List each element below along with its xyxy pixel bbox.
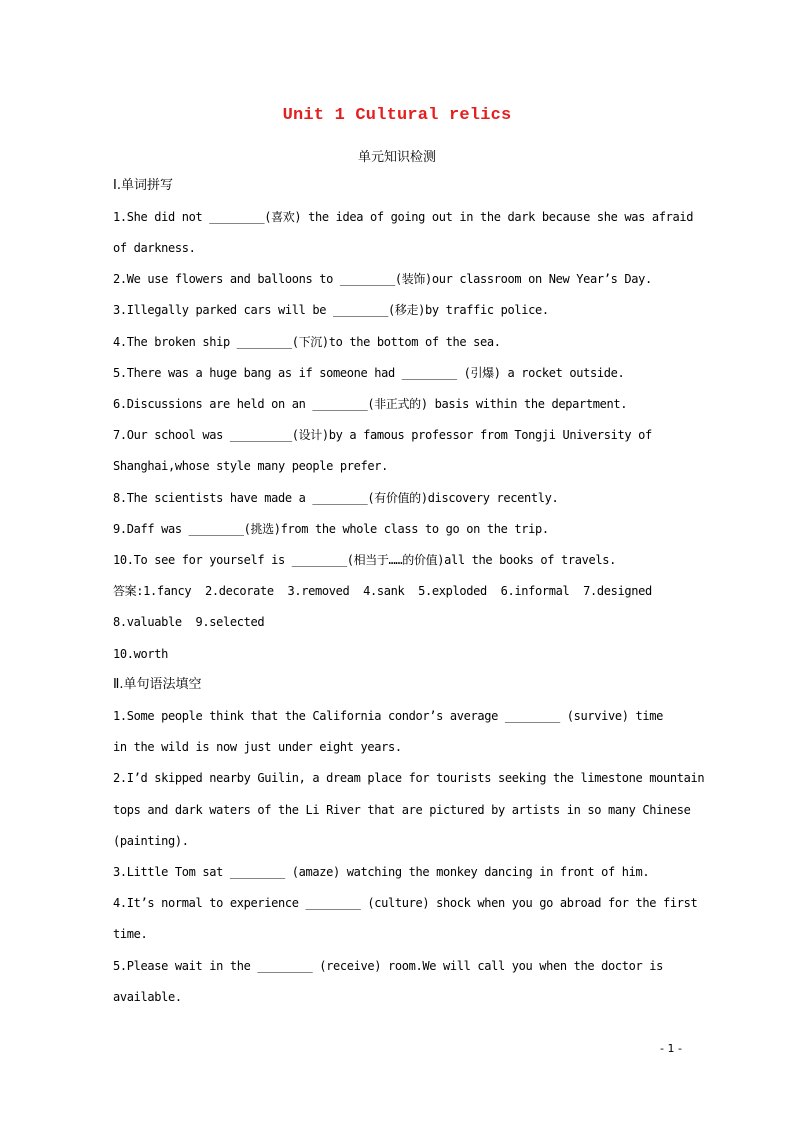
question-line: 2.We use flowers and balloons to ________(装饰)our classroom on New Year’s Day. — [113, 272, 652, 286]
question-line: 7.Our school was _________(设计)by a famous professor from Tongji University of — [113, 428, 652, 442]
question-line: 6.Discussions are held on an ________(非正式的) basis within the department. — [113, 397, 628, 411]
question-line: Shanghai,whose style many people prefer. — [113, 459, 388, 473]
question-line: 4.It’s normal to experience ________ (culture) shock when you go abroad for the first — [113, 896, 698, 910]
document-title: Unit 1 Cultural relics — [282, 106, 512, 125]
section-1-heading: Ⅰ.单词拼写 — [113, 178, 173, 193]
question-line: 1.Some people think that the California condor’s average ________ (survive) time — [113, 709, 663, 723]
answer-line: 8.valuable 9.selected — [113, 615, 265, 629]
question-line: 1.She did not ________(喜欢) the idea of going out in the dark because she was afraid — [113, 210, 694, 224]
question-line: 3.Little Tom sat ________ (amaze) watching the monkey dancing in front of him. — [113, 865, 650, 879]
question-line: time. — [113, 927, 148, 941]
question-line: (painting). — [113, 834, 189, 848]
question-line: 2.I’d skipped nearby Guilin, a dream place for tourists seeking the limestone mountain — [113, 771, 705, 785]
question-line: available. — [113, 990, 182, 1004]
question-line: 4.The broken ship ________(下沉)to the bottom of the sea. — [113, 335, 501, 349]
question-line: 8.The scientists have made a ________(有价值的)discovery recently. — [113, 491, 559, 505]
question-line: of darkness. — [113, 241, 196, 255]
question-line: 5.There was a huge bang as if someone had ________ (引爆) a rocket outside. — [113, 366, 625, 380]
answer-line: 答案:1.fancy 2.decorate 3.removed 4.sank 5.exploded 6.informal 7.designed — [113, 584, 652, 598]
question-line: 3.Illegally parked cars will be ________(移走)by traffic police. — [113, 303, 549, 317]
question-line: 5.Please wait in the ________ (receive) room.We will call you when the doctor is — [113, 959, 663, 973]
page-number: - 1 - — [660, 1042, 682, 1055]
section-2-heading: Ⅱ.单句语法填空 — [113, 677, 202, 692]
question-line: tops and dark waters of the Li River that are pictured by artists in so many Chinese — [113, 803, 691, 817]
document-subtitle: 单元知识检测 — [357, 150, 436, 165]
question-line: 10.To see for yourself is ________(相当于……的价值)all the books of travels. — [113, 553, 617, 567]
answer-line: 10.worth — [113, 647, 168, 661]
question-line: in the wild is now just under eight years. — [113, 740, 402, 754]
question-line: 9.Daff was ________(挑选)from the whole class to go on the trip. — [113, 522, 549, 536]
